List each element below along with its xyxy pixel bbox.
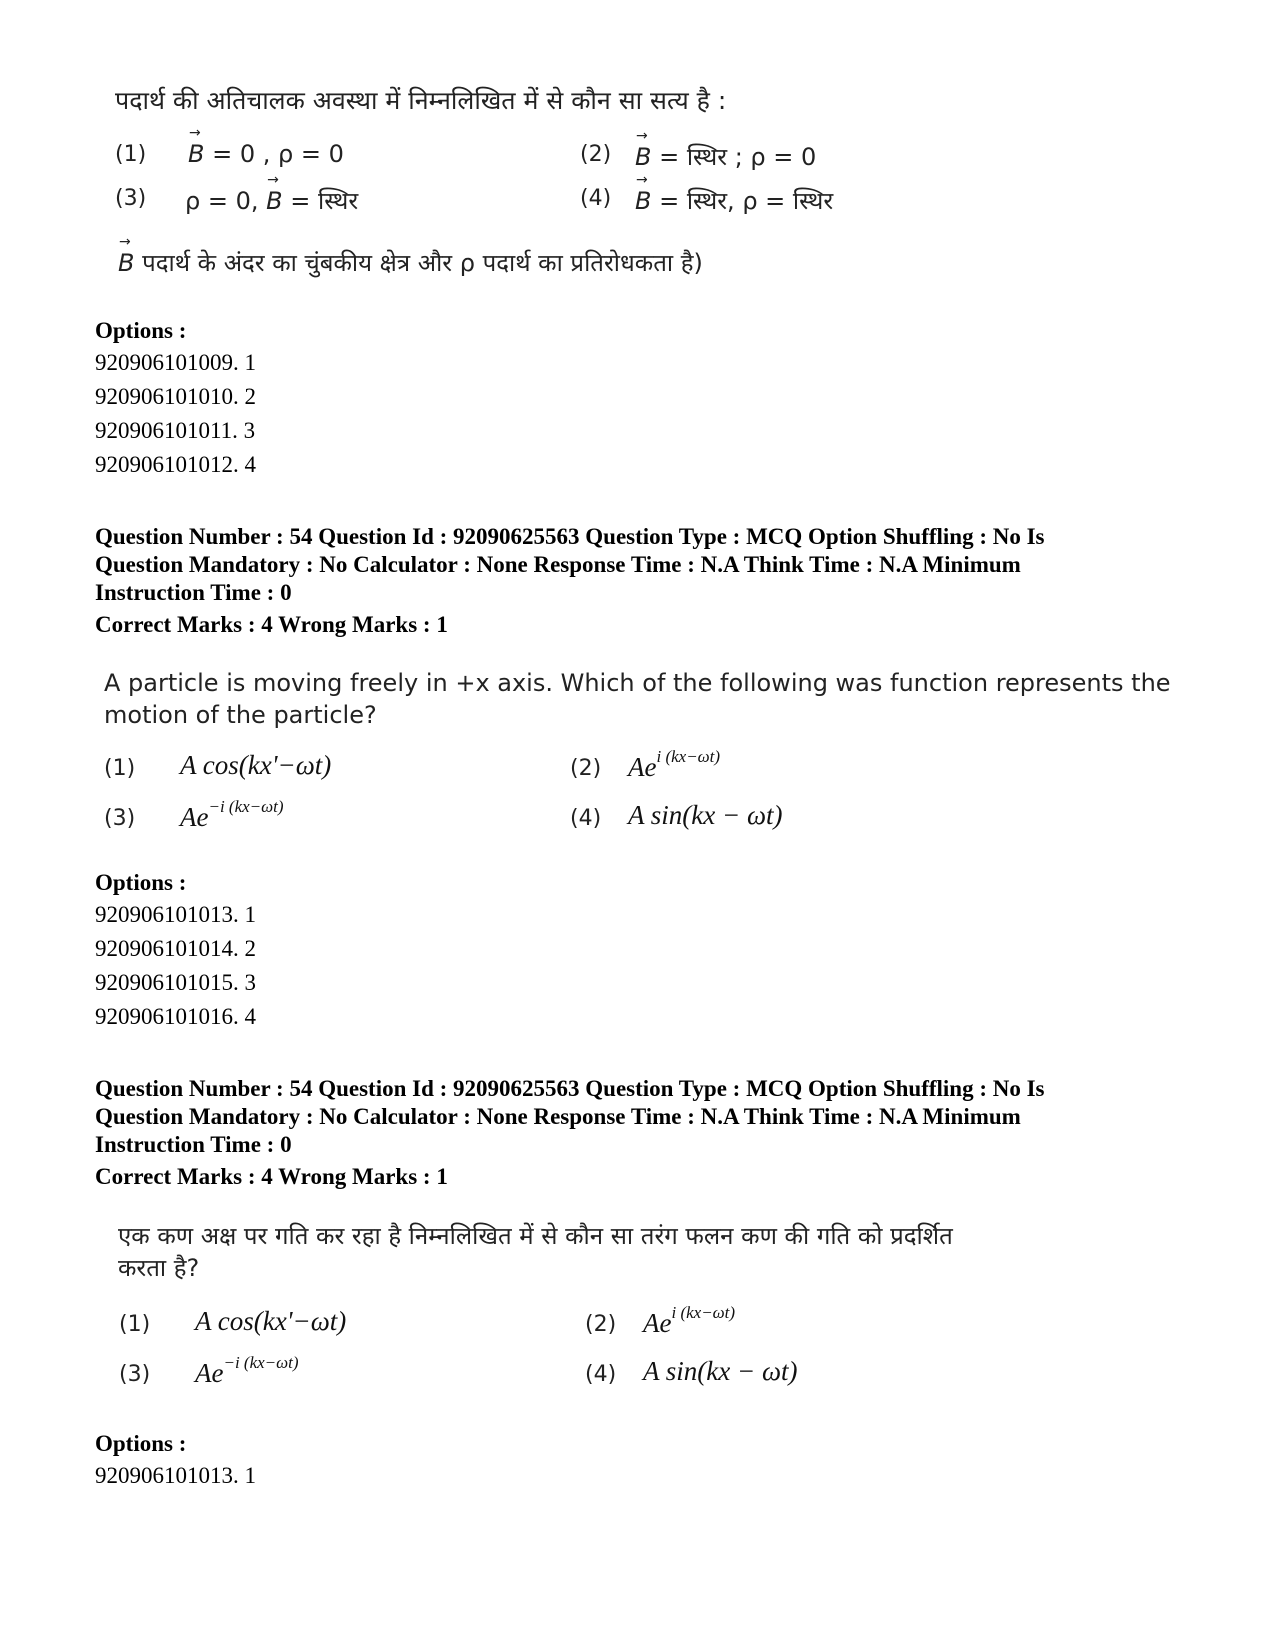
question-meta: Question Number : 54 Question Id : 92090625563 Question Type : MCQ Option Shuffling : No Is Question Mandatory : No Calculator : None Response Time : N.A Think Time : N.A Minimum Instruction Time : 0 Correct Marks : 4 Wrong Marks : 1 [95,1076,1045,1189]
vector-b-symbol: → B [635,187,651,215]
option-id: 920906101013. 1 [95,1463,256,1488]
question-marks: Correct Marks : 4 Wrong Marks : 1 [95,1164,448,1189]
choice-number: (1) [104,756,136,781]
choice-expression: → B = 0 , ρ = 0 [188,140,344,168]
choice-expression: $Ae^{i (kx-\omega t)}$ [643,1303,736,1338]
choice-expression: $Ae^{i (kx-\omega t)}$ [628,747,721,782]
choice-number: (3) [119,1362,151,1387]
choice-number: (3) [104,806,136,831]
option-id: 920906101015. 3 [95,970,256,995]
choice-expression: $Ae^{-i (kx-\omega t)}$ [180,797,284,832]
question-marks: Correct Marks : 4 Wrong Marks : 1 [95,612,448,637]
options-block [95,870,256,1034]
choice-number: (4) [585,1362,617,1387]
options-title: Options : [95,1431,187,1456]
options-block [95,318,256,482]
choice-number: (1) [119,1312,151,1337]
choice-expression: ρ = 0, → B = स्थिर [185,184,358,217]
vector-b-symbol: → B [635,143,651,171]
vector-b-symbol: → B [266,187,282,215]
choice-number: (3) [115,186,147,211]
choice-number: (4) [580,186,612,211]
choice-expression: A cos(kx'−ωt) [195,1306,347,1336]
choice-expression: A sin(kx − ωt) [628,800,783,830]
option-id: 920906101013. 1 [95,902,256,927]
option-id: 920906101009. 1 [95,350,256,375]
choice-expression: → B = स्थिर ; ρ = 0 [635,140,816,173]
choice-number: (4) [570,806,602,831]
option-id: 920906101012. 4 [95,452,256,477]
options-title: Options : [95,318,187,343]
choice-expression: → B = स्थिर, ρ = स्थिर [635,184,833,217]
choice-number: (2) [570,756,602,781]
vector-b-symbol: → B [188,140,204,168]
option-id: 920906101016. 4 [95,1004,256,1029]
choice-number: (1) [115,142,147,167]
question-note: → B पदार्थ के अंदर का चुंबकीय क्षेत्र और ρ पदार्थ का प्रतिरोधकता है) [118,246,703,279]
question-meta: Question Number : 54 Question Id : 92090625563 Question Type : MCQ Option Shuffling : No Is Question Mandatory : No Calculator : None Response Time : N.A Think Time : N.A Minimum Instruction Time : 0 Correct Marks : 4 Wrong Marks : 1 [95,524,1045,637]
choice-expression: A cos(kx'−ωt) [180,750,332,780]
choice-number: (2) [580,142,612,167]
option-id: 920906101014. 2 [95,936,256,961]
question-stem: A particle is moving freely in +x axis. Which of the following was function represents the motion of the particle? [104,669,1171,729]
choice-expression: $Ae^{-i (kx-\omega t)}$ [195,1353,299,1388]
question-stem: एक कण अक्ष पर गति कर रहा है निम्नलिखित में से कौन सा तरंग फलन कण की गति को प्रदर्शित करता है? [118,1222,953,1282]
options-title: Options : [95,870,187,895]
question-stem: पदार्थ की अतिचालक अवस्था में निम्नलिखित में से कौन सा सत्य है : [115,86,727,115]
vector-b-symbol: → B [118,249,134,277]
option-id: 920906101011. 3 [95,418,256,443]
choice-expression: A sin(kx − ωt) [643,1356,798,1386]
option-id: 920906101010. 2 [95,384,256,409]
options-block [95,1431,256,1493]
choice-number: (2) [585,1312,617,1337]
